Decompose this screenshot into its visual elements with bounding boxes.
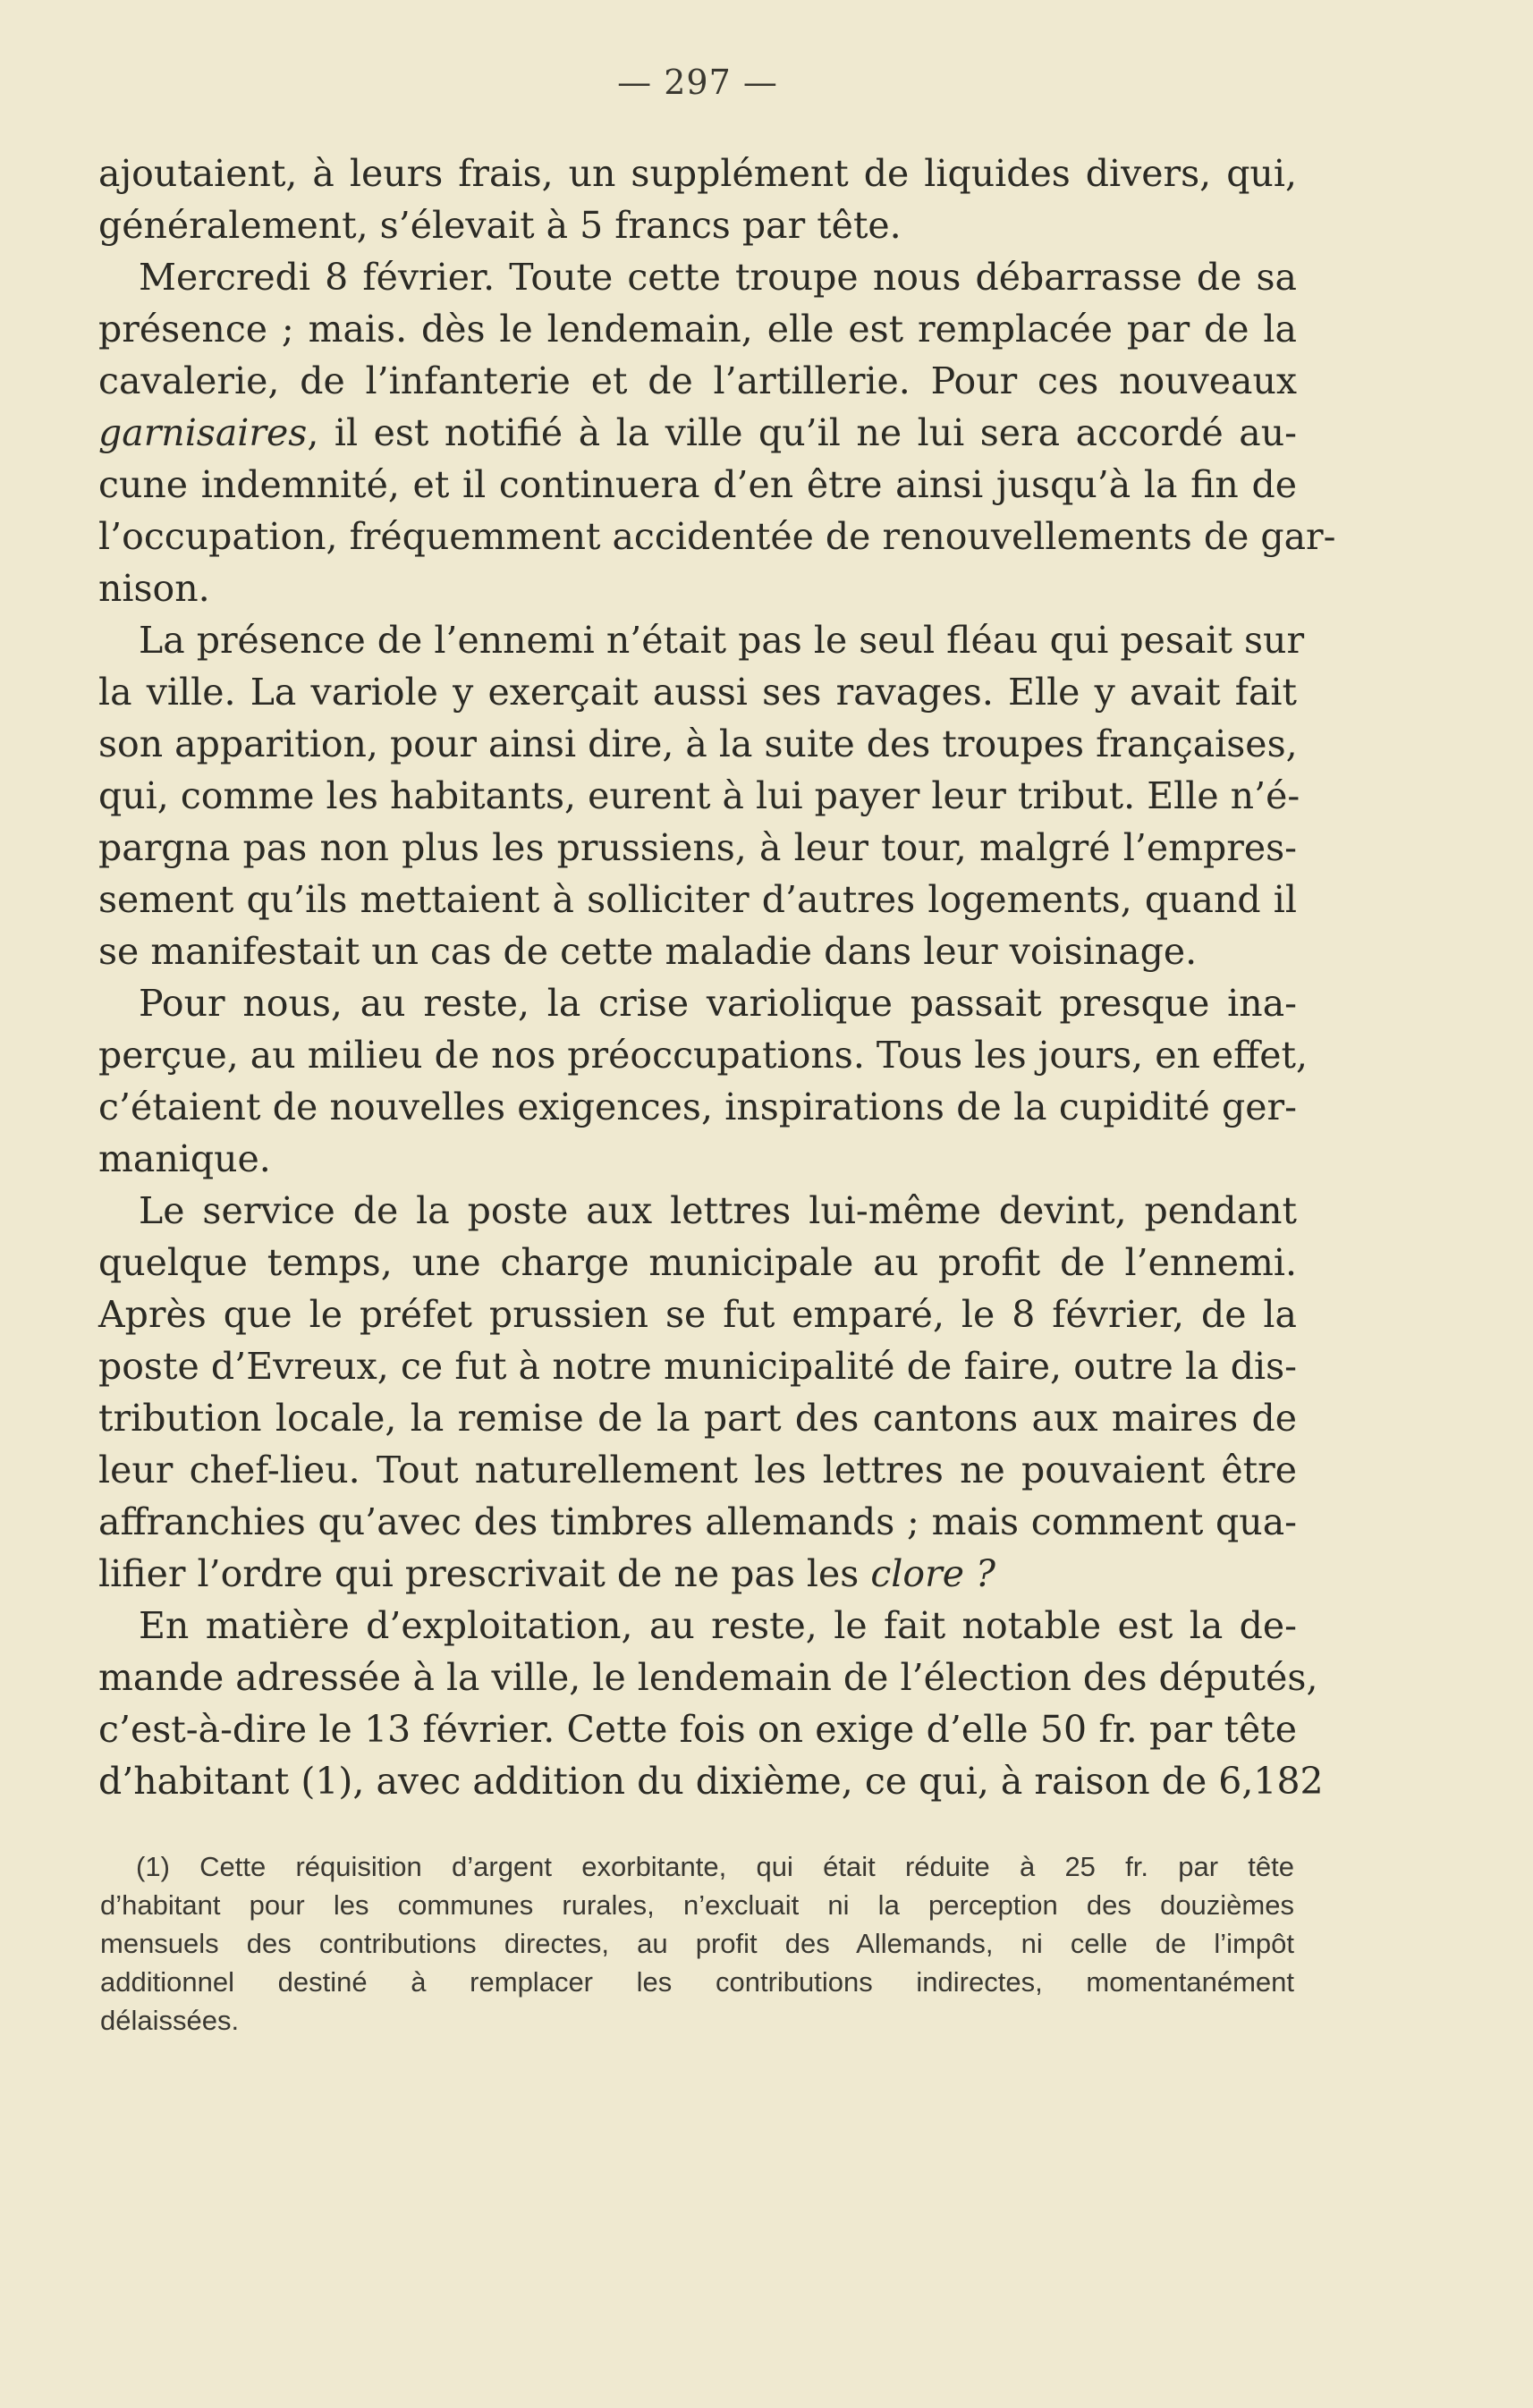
text-line: Après que le préfet prussien se fut emparé, le 8 février, de la [98, 1293, 1297, 1336]
text-line: nison. [98, 567, 210, 610]
italic-term: garnisaires [98, 411, 308, 454]
body-text [98, 148, 1336, 1807]
text-line: tribution locale, la remise de la part des cantons aux maires de [98, 1397, 1297, 1440]
footnote [100, 1847, 1294, 2040]
text-line: se manifestait un cas de cette maladie dans leur voisinage. [98, 930, 1198, 973]
footnote-line: délaissées. [100, 2005, 240, 2036]
text-line: La présence de l’ennemi n’était pas le seul fléau qui pesait sur [139, 619, 1305, 662]
text-line: cune indemnité, et il continuera d’en être ainsi jusqu’à la fin de [98, 463, 1297, 506]
footnote-line: (1) Cette réquisition d’argent exorbitante, qui était réduite à 25 fr. par tête [136, 1851, 1294, 1882]
text-line: leur chef-lieu. Tout naturellement les lettres ne pouvaient être [98, 1449, 1297, 1491]
text-line: sement qu’ils mettaient à solliciter d’autres logements, quand il [98, 878, 1297, 921]
text-line: la ville. La variole y exerçait aussi ses ravages. Elle y avait fait [98, 671, 1297, 714]
text-line: Mercredi 8 février. Toute cette troupe nous débarrasse de sa [139, 256, 1297, 299]
text-line: l’occupation, fréquemment accidentée de renouvellements de gar- [98, 515, 1336, 558]
text-line: En matière d’exploitation, au reste, le fait notable est la de- [139, 1604, 1297, 1647]
text-line: qui, comme les habitants, eurent à lui payer leur tribut. Elle n’é- [98, 774, 1300, 817]
italic-term: clore ? [870, 1552, 995, 1595]
text-line: poste d’Evreux, ce fut à notre municipalité de faire, outre la dis- [98, 1345, 1297, 1388]
text-line: perçue, au milieu de nos préoccupations. Tous les jours, en effet, [98, 1034, 1309, 1077]
text-line: Le service de la poste aux lettres lui-même devint, pendant [139, 1189, 1297, 1232]
text-line: pargna pas non plus les prussiens, à leur tour, malgré l’empres- [98, 826, 1297, 869]
text-line: quelque temps, une charge municipale au profit de l’ennemi. [98, 1241, 1297, 1284]
text-line: mande adressée à la ville, le lendemain de l’élection des députés, [98, 1656, 1318, 1699]
text-line: c’est-à-dire le 13 février. Cette fois on exige d’elle 50 fr. par tête [98, 1708, 1297, 1751]
text-line: affranchies qu’avec des timbres allemands ; mais comment qua- [98, 1500, 1297, 1543]
text-line: Pour nous, au reste, la crise variolique passait presque ina- [139, 982, 1297, 1025]
footnote-line: additionnel destiné à remplacer les contributions indirectes, momentanément [100, 1966, 1294, 1998]
text-line: cavalerie, de l’infanterie et de l’artillerie. Pour ces nouveaux [98, 359, 1297, 402]
text-line: présence ; mais. dès le lendemain, elle est remplacée par de la [98, 308, 1297, 351]
footnote-line: mensuels des contributions directes, au profit des Allemands, ni celle de l’impôt [100, 1928, 1294, 1959]
text-line: son apparition, pour ainsi dire, à la suite des troupes françaises, [98, 722, 1298, 765]
text-line: c’étaient de nouvelles exigences, inspirations de la cupidité ger- [98, 1086, 1297, 1128]
text-line: manique. [98, 1137, 271, 1180]
text-line: ajoutaient, à leurs frais, un supplément de liquides divers, qui, [98, 152, 1297, 195]
text-line: généralement, s’élevait à 5 francs par tête. [98, 204, 902, 247]
footnote-line: d’habitant pour les communes rurales, n’excluait ni la perception des douzièmes [100, 1889, 1294, 1921]
text-line: garnisaires, il est notifié à la ville qu’il ne lui sera accordé au- [98, 411, 1297, 454]
page-number: — 297 — [617, 63, 778, 102]
text-line: d’habitant (1), avec addition du dixième, ce qui, à raison de 6,182 [98, 1760, 1324, 1803]
text-line: lifier l’ordre qui prescrivait de ne pas les clore ? [98, 1552, 995, 1595]
